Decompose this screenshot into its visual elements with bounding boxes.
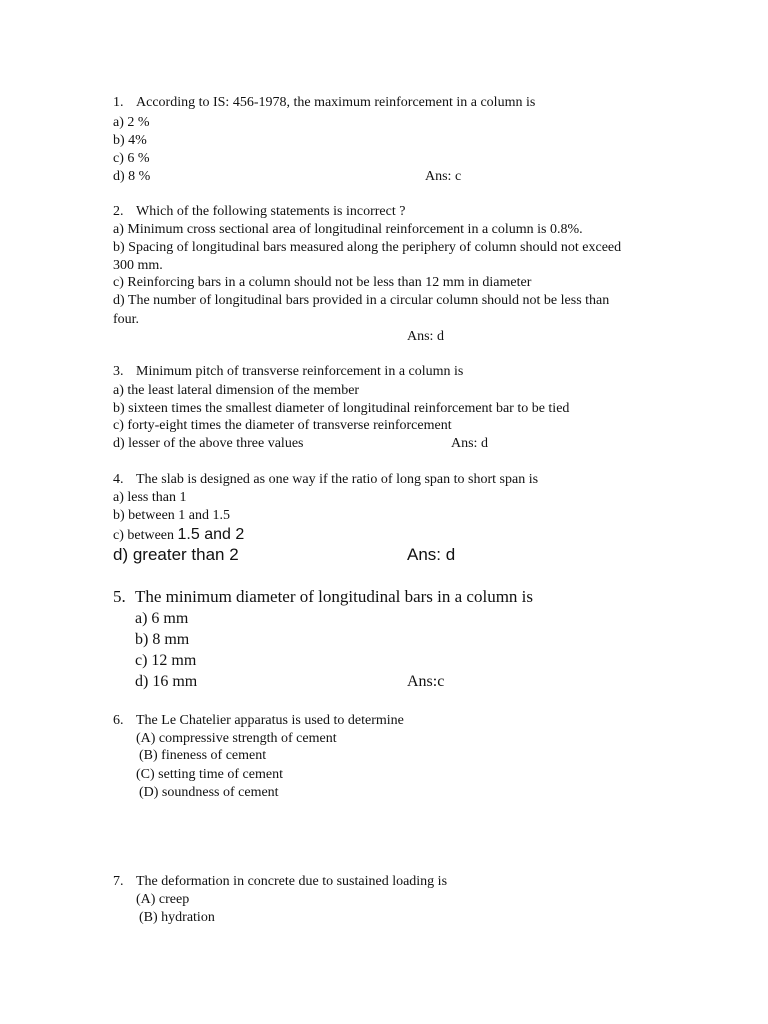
question-6-option-c: (C) setting time of cement — [136, 767, 283, 782]
question-1-option-a: a) 2 % — [113, 115, 150, 130]
question-4-text: The slab is designed as one way if the ratio of long span to short span is — [136, 472, 539, 487]
question-5-option-b: b) 8 mm — [135, 631, 190, 648]
question-2-number: 2. — [113, 204, 124, 219]
question-7-number: 7. — [113, 874, 124, 889]
question-5-option-a: a) 6 mm — [135, 610, 189, 627]
question-6-text: The Le Chatelier apparatus is used to determine — [136, 713, 404, 728]
question-1-text: According to IS: 456-1978, the maximum reinforcement in a column is — [136, 95, 536, 110]
question-1-option-c: c) 6 % — [113, 151, 150, 166]
question-4-option-a: a) less than 1 — [113, 490, 187, 505]
question-3-answer: Ans: d — [451, 436, 488, 451]
question-4-option-c — [113, 526, 244, 544]
question-4-option-c-prefix: c) between — [113, 528, 178, 543]
question-7-option-a: (A) creep — [136, 892, 190, 907]
question-7-option-b: (B) hydration — [139, 910, 215, 925]
question-5-option-d: d) 16 mm — [135, 673, 198, 690]
question-5-option-c: c) 12 mm — [135, 652, 197, 669]
question-4-answer: Ans: d — [407, 545, 456, 564]
question-3-text: Minimum pitch of transverse reinforcement in a column is — [136, 364, 464, 379]
question-2-option-d-line-2: four. — [113, 312, 140, 327]
question-2-answer: Ans: d — [407, 329, 444, 344]
question-6-option-a: (A) compressive strength of cement — [136, 731, 337, 746]
question-3-option-d: d) lesser of the above three values — [113, 436, 304, 451]
question-3-number: 3. — [113, 364, 124, 379]
question-5-answer: Ans:c — [407, 673, 445, 690]
question-1-option-b: b) 4% — [113, 133, 147, 148]
question-1-option-d: d) 8 % — [113, 169, 151, 184]
question-4-option-d: d) greater than 2 — [113, 545, 239, 564]
question-2-option-a: a) Minimum cross sectional area of longitudinal reinforcement in a column is 0.8%. — [113, 222, 583, 237]
question-2-option-b-line-1: b) Spacing of longitudinal bars measured along the periphery of column should not exceed — [113, 240, 622, 255]
question-3-option-b: b) sixteen times the smallest diameter of longitudinal reinforcement bar to be tied — [113, 401, 570, 416]
question-5-text: The minimum diameter of longitudinal bars in a column is — [135, 587, 534, 606]
question-6-option-d: (D) soundness of cement — [139, 785, 279, 800]
question-2-option-c: c) Reinforcing bars in a column should not be less than 12 mm in diameter — [113, 275, 532, 290]
question-1-number: 1. — [113, 95, 124, 110]
question-4-option-b: b) between 1 and 1.5 — [113, 508, 231, 523]
question-3-option-a: a) the least lateral dimension of the member — [113, 383, 360, 398]
question-2-option-b-line-2: 300 mm. — [113, 258, 163, 273]
question-6-number: 6. — [113, 713, 124, 728]
question-3-option-c: c) forty-eight times the diameter of transverse reinforcement — [113, 418, 452, 433]
question-6-option-b: (B) fineness of cement — [139, 748, 267, 763]
question-4-number: 4. — [113, 472, 124, 487]
question-1-answer: Ans: c — [425, 169, 462, 184]
question-5-number: 5. — [113, 587, 126, 606]
question-7-text: The deformation in concrete due to sustained loading is — [136, 874, 448, 889]
question-2-text: Which of the following statements is incorrect ? — [136, 204, 406, 219]
question-4-option-c-value: 1.5 and 2 — [177, 526, 245, 543]
question-2-option-d-line-1: d) The number of longitudinal bars provided in a circular column should not be less than — [113, 293, 610, 308]
